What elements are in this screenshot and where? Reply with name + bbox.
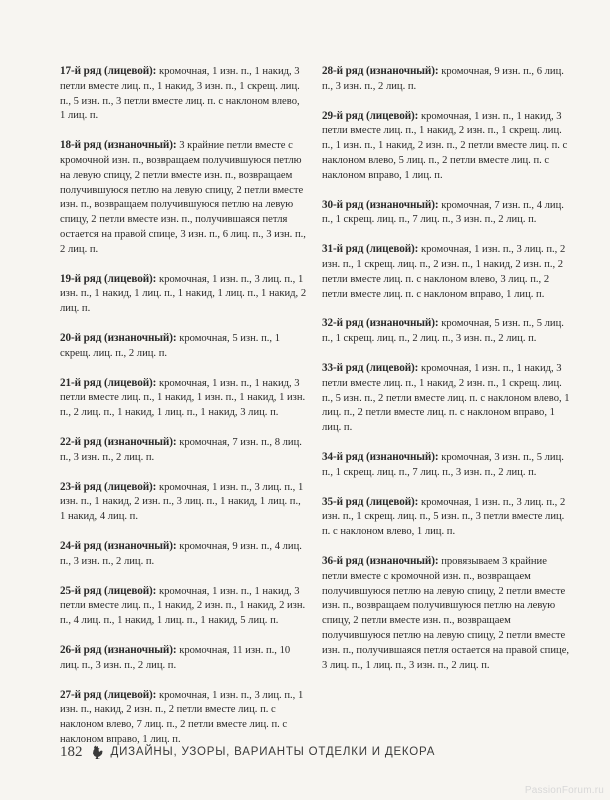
instruction-row (322, 198, 572, 229)
row-text: кромочная, 1 изн. п., 3 лиц. п., 1 изн. п., накид, 2 изн. п., 2 петли вместе лиц. п. с наклоном влево, 7 лиц. п., 2 петли вместе лиц. п. с наклоном вправо, 1 лиц. п. (60, 689, 304, 745)
row-label: 23-й ряд (лицевой): (60, 480, 157, 493)
row-label: 28-й ряд (изнаночный): (322, 65, 439, 77)
watermark: PassionForum.ru (524, 785, 604, 796)
row-label: 26-й ряд (изнаночный): (60, 643, 177, 656)
section-title: ДИЗАЙНЫ, УЗОРЫ, ВАРИАНТЫ ОТДЕЛКИ И ДЕКОРА (110, 746, 436, 758)
row-label: 34-й ряд (изнаночный): (322, 450, 439, 463)
row-label: 19-й ряд (лицевой): (60, 272, 157, 285)
row-text: кромочная, 3 изн. п., 5 лиц. п., 1 скрещ. лиц. п., 7 лиц. п., 3 изн. п., 2 лиц. п. (322, 451, 564, 478)
row-label: 17-й ряд (лицевой): (60, 65, 157, 77)
instruction-row (322, 450, 572, 481)
page-number: 182 (60, 743, 83, 760)
row-label: 29-й ряд (лицевой): (322, 109, 419, 122)
row-label: 30-й ряд (изнаночный): (322, 198, 439, 211)
row-text: кромочная, 7 изн. п., 4 лиц. п., 1 скрещ. лиц. п., 7 лиц. п., 3 изн. п., 2 лиц. п. (322, 199, 564, 226)
row-label: 31-й ряд (лицевой): (322, 243, 419, 256)
instruction-row (60, 376, 307, 421)
instruction-row (60, 331, 307, 362)
row-text: кромочная, 1 изн. п., 3 лиц. п., 2 изн. п., 1 скрещ. лиц. п., 2 изн. п., 1 накид, 2 изн. п., 2 петли вместе лиц. п. с наклоном влево, 3 лиц. п., 2 петли вместе лиц. п. с наклоном вправо, 1 лиц. п. (322, 244, 566, 300)
instruction-row (322, 242, 572, 302)
instruction-row (60, 138, 307, 257)
row-text: кромочная, 1 изн. п., 3 лиц. п., 2 изн. п., 1 скрещ. лиц. п., 5 изн. п., 3 петли вместе лиц. п. с наклоном влево, 1 лиц. п. (322, 496, 566, 538)
row-text: кромочная, 11 изн. п., 10 лиц. п., 3 изн. п., 2 лиц. п. (60, 644, 291, 671)
row-text: кромочная, 5 изн. п., 5 лиц. п., 1 скрещ. лиц. п., 2 лиц. п., 3 изн. п., 2 лиц. п. (322, 318, 564, 345)
instruction-row (60, 643, 307, 674)
row-text: 3 крайние петли вместе с кромочной изн. п., возвращаем получившуюся петлю на левую спицу, 2 петли вместе изн. п., возвращаем получившуюся петлю на левую спицу, 2 петли вместе изн. п., возвращаем получившуюся петлю на левую спицу, 2 петли вместе изн. п., получившаяся петля остается на правой спице, 3 изн. п., 6 лиц. п., 3 изн. п., 2 лиц. п. (60, 140, 306, 255)
row-label: 32-й ряд (изнаночный): (322, 317, 439, 330)
row-label: 20-й ряд (изнаночный): (60, 331, 177, 344)
instruction-row (60, 480, 307, 525)
row-label: 18-й ряд (изнаночный): (60, 139, 177, 152)
row-text: кромочная, 1 изн. п., 1 накид, 3 петли вместе лиц. п., 1 накид, 2 изн. п., 1 накид, 2 изн. п., 4 лиц. п., 1 накид, 1 лиц. п., 1 накид, 5 лиц. п. (60, 585, 306, 627)
rooster-icon (91, 745, 103, 759)
row-text: провязываем 3 крайние петли вместе с кромочной изн. п., возвращаем получившуюся петлю на левую спицу, 2 петли вместе изн. п., возвращаем получившуюся петлю на левую спицу, 2 петли вместе изн. п., возвращаем получившуюся петлю на левую спицу, 2 петли вместе изн. п., получившаяся петля остается на правой спице, 3 лиц. п., 1 лиц. п., 3 изн. п., 2 лиц. п. (322, 555, 570, 671)
row-label: 22-й ряд (изнаночный): (60, 435, 177, 448)
instruction-row (60, 688, 307, 748)
page-footer (60, 740, 580, 764)
row-text: кромочная, 9 изн. п., 6 лиц. п., 3 изн. п., 2 лиц. п. (322, 66, 564, 92)
row-label: 25-й ряд (лицевой): (60, 584, 157, 597)
row-text: кромочная, 1 изн. п., 1 накид, 3 петли вместе лиц. п., 1 накид, 2 изн. п., 1 скрещ. лиц. п., 5 изн. п., 2 петли вместе лиц. п. с наклоном влево, 1 лиц. п., 2 петли вместе лиц. п. с наклоном вправо, 1 лиц. п. (322, 362, 570, 434)
row-label: 35-й ряд (лицевой): (322, 495, 419, 508)
instruction-row (322, 64, 572, 95)
instruction-row (322, 554, 572, 673)
instruction-row (60, 435, 307, 466)
row-text: кромочная, 7 изн. п., 8 лиц. п., 3 изн. п., 2 лиц. п. (60, 436, 302, 463)
row-text: кромочная, 1 изн. п., 1 накид, 3 петли вместе лиц. п., 1 накид, 2 изн. п., 1 скрещ. лиц. п., 1 изн. п., 1 накид, 2 изн. п., 2 петли вместе лиц. п. с наклоном влево, 5 лиц. п., 2 петли вместе лиц. п. с наклоном вправо, 1 лиц. п. (322, 110, 568, 181)
right-column (322, 64, 572, 687)
row-label: 33-й ряд (лицевой): (322, 361, 419, 374)
instruction-row (60, 64, 307, 124)
row-label: 21-й ряд (лицевой): (60, 376, 157, 389)
row-label: 24-й ряд (изнаночный): (60, 539, 177, 552)
instruction-row (322, 316, 572, 347)
instruction-row (322, 495, 572, 540)
row-text: кромочная, 9 изн. п., 4 лиц. п., 3 изн. п., 2 лиц. п. (60, 540, 302, 567)
row-text: кромочная, 1 изн. п., 3 лиц. п., 1 изн. п., 1 накид, 2 изн. п., 3 лиц. п., 1 накид, 1 лиц. п., 1 накид, 4 лиц. п. (60, 481, 304, 523)
instruction-row (322, 109, 572, 184)
instruction-row (60, 539, 307, 570)
row-text: кромочная, 1 изн. п., 3 лиц. п., 1 изн. п., 1 накид, 1 лиц. п., 1 накид, 1 лиц. п., 1 накид, 2 лиц. п. (60, 273, 307, 315)
instruction-row (322, 361, 572, 436)
row-label: 27-й ряд (лицевой): (60, 688, 157, 701)
row-text: кромочная, 1 изн. п., 1 накид, 3 петли вместе лиц. п., 1 накид, 3 изн. п., 1 скрещ. лиц. п., 5 изн. п., 3 петли вместе лиц. п. с наклоном влево, 1 лиц. п. (60, 66, 300, 122)
row-text: кромочная, 1 изн. п., 1 накид, 3 петли вместе лиц. п., 1 накид, 1 изн. п., 1 накид, 1 изн. п., 2 лиц. п., 1 накид, 1 лиц. п., 1 накид, 3 лиц. п. (60, 377, 306, 419)
left-column (60, 64, 307, 762)
instruction-row (60, 584, 307, 629)
row-text: кромочная, 5 изн. п., 1 скрещ. лиц. п., 2 лиц. п. (60, 332, 280, 359)
instruction-row (60, 272, 307, 317)
row-label: 36-й ряд (изнаночный): (322, 554, 439, 567)
